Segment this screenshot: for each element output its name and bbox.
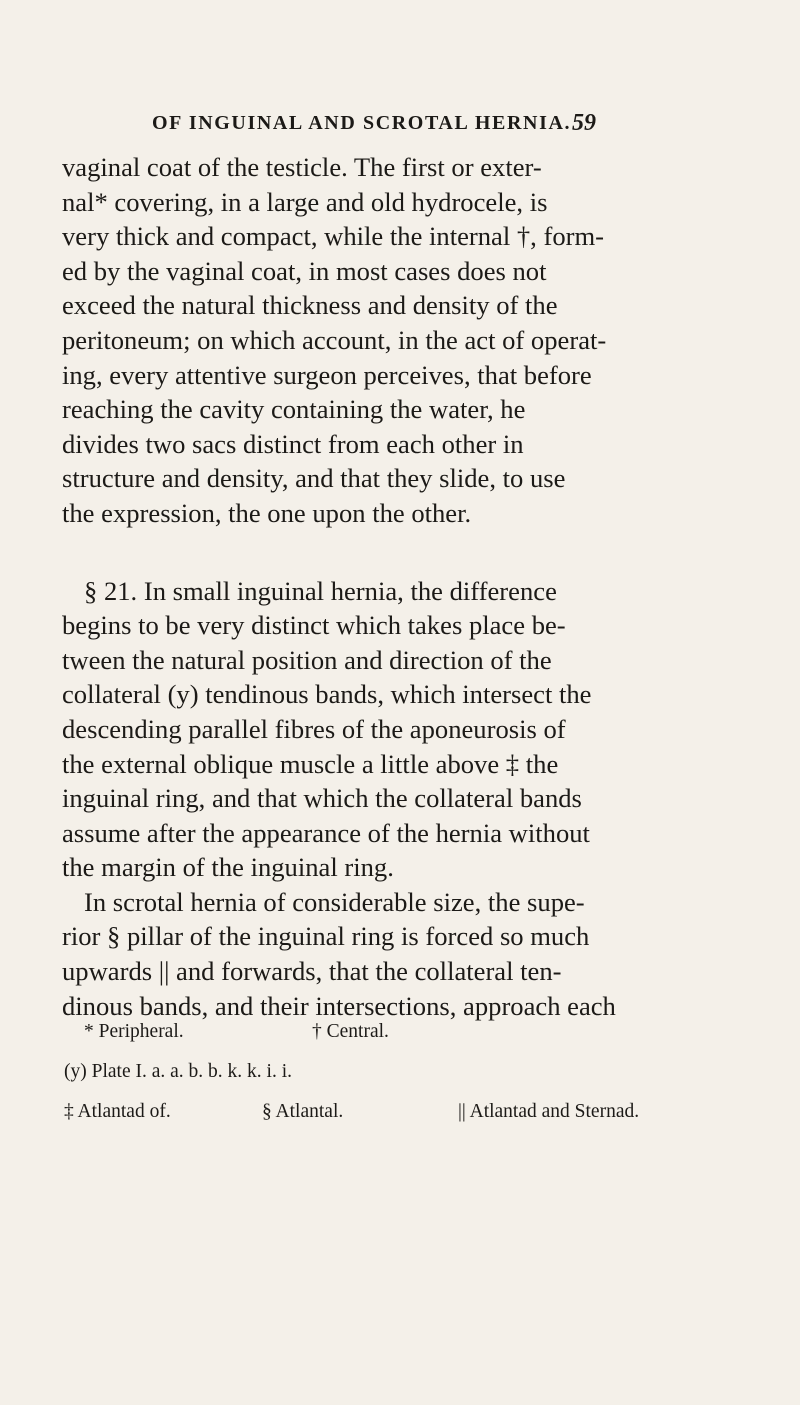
text-line: reaching the cavity containing the water, he <box>62 394 526 425</box>
paragraph-2 <box>62 574 742 885</box>
footnote-row-3 <box>62 1098 762 1138</box>
footnote-atlantal: § Atlantal. <box>262 1101 344 1122</box>
page-number: 59 <box>572 110 596 136</box>
text-line: descending parallel fibres of the aponeurosis of <box>62 713 566 744</box>
text-line: tween the natural position and direction of the <box>62 644 552 675</box>
text-line: the external oblique muscle a little above ‡ the <box>62 748 559 779</box>
text-line: structure and density, and that they slide, to use <box>62 463 566 494</box>
text-line: collateral (y) tendinous bands, which intersect the <box>62 679 592 710</box>
footnote-central: † Central. <box>312 1021 389 1042</box>
text-line: peritoneum; on which account, in the act of operat- <box>62 324 607 355</box>
text-line: exceed the natural thickness and density of the <box>62 290 558 321</box>
paragraph-gap <box>62 531 742 574</box>
text-line: begins to be very distinct which takes place be- <box>62 610 566 641</box>
text-line: dinous bands, and their intersections, approach each <box>62 990 616 1021</box>
text-line: the expression, the one upon the other. <box>62 497 472 528</box>
text-line: very thick and compact, while the internal †, form- <box>62 221 605 252</box>
footnote-plate: (y) Plate I. a. a. b. b. k. k. i. i. <box>64 1061 292 1082</box>
body-text <box>62 150 742 1023</box>
text-line: rior § pillar of the inguinal ring is forced so much <box>62 921 590 952</box>
footnote-row-2 <box>62 1058 762 1098</box>
footnote-row-1 <box>62 1018 762 1058</box>
text-line: vaginal coat of the testicle. The first or exter- <box>62 152 542 182</box>
text-line: In scrotal hernia of considerable size, the supe- <box>84 886 585 917</box>
text-line: divides two sacs distinct from each other in <box>62 428 524 459</box>
running-title: OF INGUINAL AND SCROTAL HERNIA. <box>152 112 572 134</box>
footnotes <box>62 1018 762 1138</box>
text-line: ed by the vaginal coat, in most cases does not <box>62 255 547 286</box>
paragraph-1 <box>62 150 742 531</box>
text-line: nal* covering, in a large and old hydrocele, is <box>62 186 548 217</box>
text-line: inguinal ring, and that which the collateral bands <box>62 783 582 814</box>
text-line: assume after the appearance of the hernia without <box>62 817 590 848</box>
footnote-atlantad-of: ‡ Atlantad of. <box>64 1101 171 1122</box>
text-line: ing, every attentive surgeon perceives, that before <box>62 359 592 390</box>
text-line: § 21. In small inguinal hernia, the difference <box>84 575 557 606</box>
footnote-peripheral: * Peripheral. <box>84 1021 184 1042</box>
text-line: upwards || and forwards, that the collateral ten- <box>62 956 562 987</box>
paragraph-3 <box>62 885 742 1023</box>
footnote-atlantad-sternad: || Atlantad and Sternad. <box>458 1101 640 1122</box>
running-head <box>152 112 612 138</box>
text-line: the margin of the inguinal ring. <box>62 852 394 883</box>
